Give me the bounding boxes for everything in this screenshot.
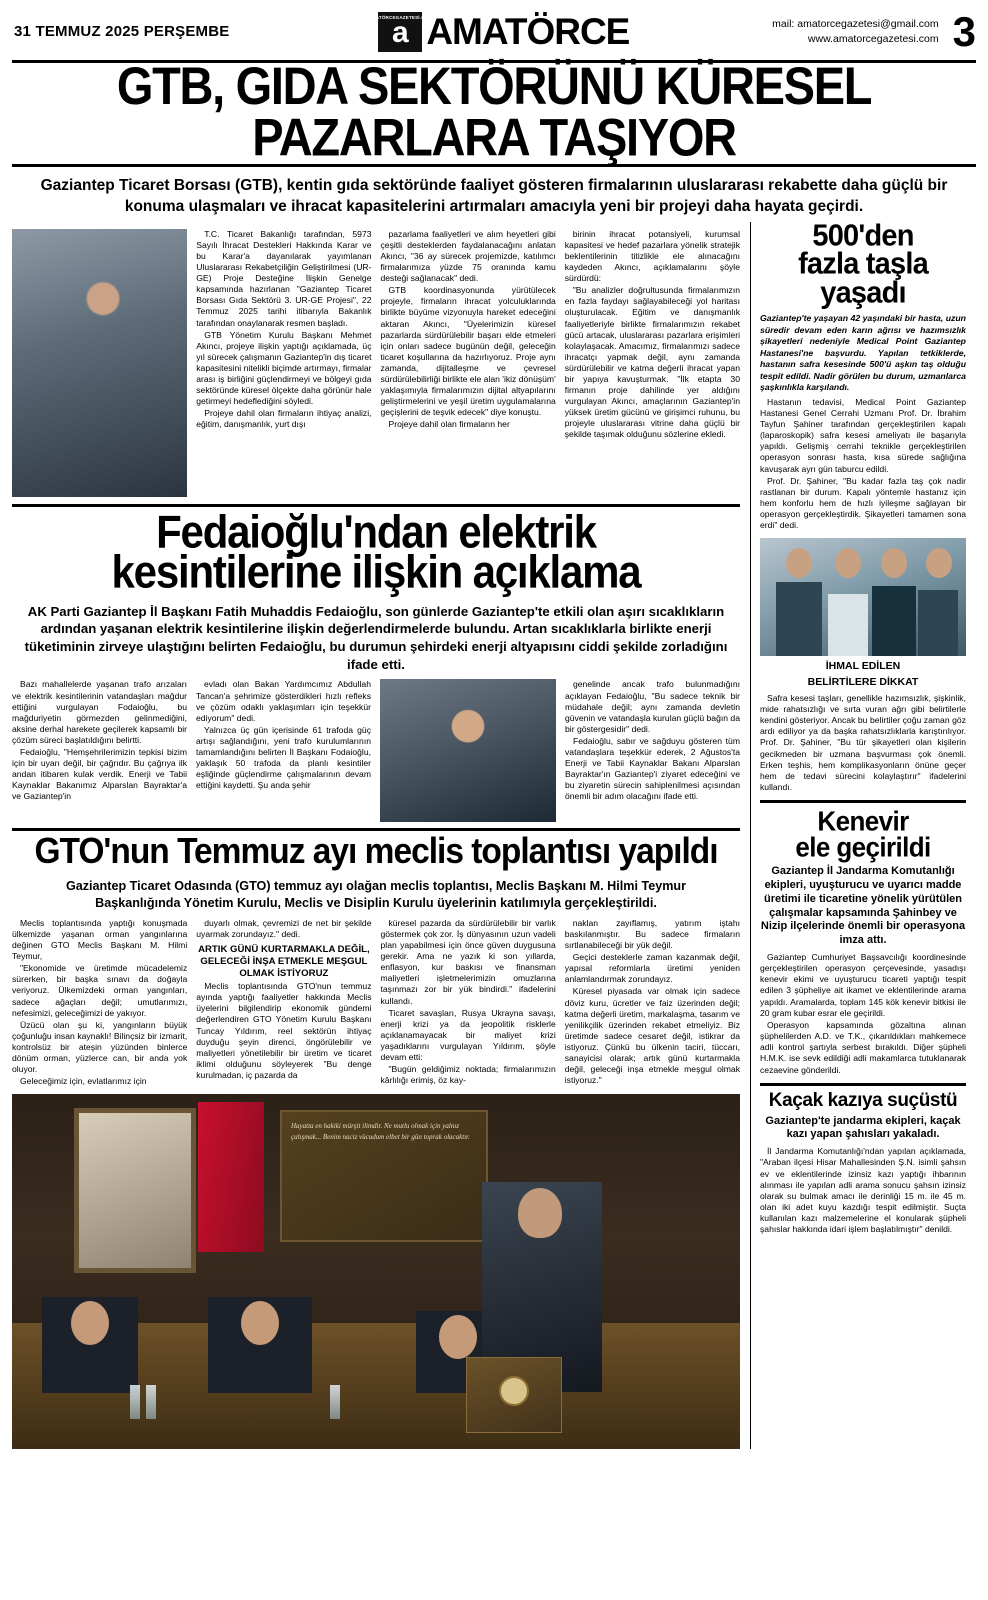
face xyxy=(926,548,952,578)
main-column xyxy=(12,222,740,1449)
rail-body-1 xyxy=(760,397,966,532)
story-gto-column-2 xyxy=(196,918,371,1088)
paragraph: GTB koordinasyonunda yürütülecek projeyle, firmaların ihracat yolculuklarında birlikte büyüme vizyonuyla hareket edeceğini aktaran Akıncı, "Üyelerimizin küresel pazarlarda sürdürülebilir başarı elde etmeleri için onları sadece bugünün değil, geleceğin ticaret koşullarına da hazırlıyoruz. Proje aynı zamanda, dijitalleşme ve çevresel sürdürülebilirliği birlikte ele alan 'ikiz dönüşüm' yaklaşımıyla firmalarımızın dijital altyapılarını geliştirmelerini ve yeşil üretim uygulamalarına geçişlerini de teşvik edecek" diye konuştu. xyxy=(380,285,556,418)
chamber-seal-icon xyxy=(499,1376,529,1406)
publication-date: 31 TEMMUZ 2025 PERŞEMBE xyxy=(14,23,230,40)
rail-headline-line2: fazla taşla xyxy=(798,247,928,282)
paragraph: Operasyon kapsamında gözaltına alınan şüphelilerden A.D. ve T.K., çıkarıldıkları mahkemece adli kontrol şartıyla serbest bırakıldı. Diğer şüpheli H.M.K. ise sevk edildiği adli makamlarca tutuklanarak cezaevine gönderildi. xyxy=(760,1019,966,1075)
contact-info xyxy=(772,17,944,47)
rail2-lead: Gaziantep İl Jandarma Komutanlığı ekipleri, uyuşturucu ve uyarıcı madde üretimi ile ticaretine yönelik yürütülen çalışmalar kapsamında Şahinbey ve Nizip ilçelerinde önemli bir operasyona imza attı. xyxy=(760,865,966,947)
logo-badge-url: AMATÖRCEGAZETESİ.COM xyxy=(368,15,433,21)
paragraph: Fedaioğlu, sabır ve sağduyu gösteren tüm vatandaşlara teşekkür ederek, 2 Ağustos'ta Enerji ve Tabii Kaynaklar Bakanı Alparslan Bayraktar'ın Gaziantep'i ziyaret edeceğini ve bu ziyaretin sürecin sahiplenilmesi açısından önemli bir adım olacağını ifade etti. xyxy=(565,735,740,802)
rail-divider xyxy=(760,1083,966,1086)
face xyxy=(439,1315,477,1359)
paragraph: Meclis toplantısında yaptığı konuşmada ülkemizde yaşanan orman yangınlarına değinen GTO Meclis Başkanı M. Hilmi Teymur, xyxy=(12,917,188,962)
water-bottle xyxy=(146,1385,156,1419)
story-gto-column-4 xyxy=(565,918,740,1088)
story-gto-subheading: ARTIK GÜNÜ KURTARMAKLA DEĞİL, GELECEĞİ İNŞA ETMEKLE MEŞGUL OLMAK İSTİYORUZ xyxy=(198,944,370,979)
lead-headline: GTB, GIDA SEKTÖRÜNÜ KÜRESEL PAZARLARA TAŞIYOR xyxy=(116,55,872,167)
story-gtb-column-1 xyxy=(196,229,371,497)
paragraph: Küresel piyasada var olmak için sadece döviz kuru, ücretler ve faiz üzerinden değil; katma değerli üretim, markalaşma, tasarım ve yenilikçilik üzerinden rekabet etmeliyiz. Biz üretimde sadece cesaret değil, istikrar da istiyoruz. Çünkü bu ülkenin taciri, tüccarı, sanayicisi olarak; artık günü kurtarmakla değil, geleceği inşa etmekle meşgul olmak istiyoruz." xyxy=(564,986,740,1086)
paragraph: Üzücü olan şu ki, yangınların büyük çoğunluğu insan kaynaklı! Bilinçsiz bir izmarit, kontrolsüz bir ateşin yüzünden binlerce dönüm orman, yüzlerce can, bir anda yok oluyor. xyxy=(12,1019,188,1074)
story-fedaioglu-photo-cell xyxy=(380,679,556,822)
rail-body-2 xyxy=(760,693,966,794)
rail3-lead: Gaziantep'te jandarma ekipleri, kaçak kazı yapan şahısları yakaladı. xyxy=(765,1114,961,1141)
podium xyxy=(466,1357,562,1433)
story-gtb xyxy=(12,222,740,497)
paragraph: birinin ihracat potansiyeli, kurumsal kapasitesi ve hedef pazarlara yönelik stratejik beklentilerinin titizlikle ele alınacağını kaydeden Akıncı, açıklamalarını şöyle sürdürdü: xyxy=(564,228,740,284)
person xyxy=(918,590,958,656)
paragraph: Geleceğimiz için, evlatlarımız için xyxy=(20,1076,147,1087)
logo-badge-letter: a xyxy=(391,15,409,49)
paragraph: Fedaioğlu, "Hemşehrilerimizin tepkisi bizim için bir uyarı değil, bir çağrıdır. Bu çağrıya ilk andan itibaren kulak verdik. Enerji ve Tabii Kaynaklar Bakanımız Alparslan Bayraktar'a ve Gaziantep'in xyxy=(12,746,187,802)
paragraph: duyarlı olmak, çevremizi de net bir şekilde uyarmak zorundayız." dedi. xyxy=(196,917,372,940)
paragraph: pazarlama faaliyetleri ve alım heyetleri gibi çeşitli desteklerden faydalanacağını anlatan Akıncı, "36 ay sürecek projemizde, katılımcı firmalarımıza yüzde 75 oranında kamu desteği sağlanacak" dedi. xyxy=(380,228,556,284)
paragraph: genelinde ancak trafo bulunmadığını açıklayan Fedaioğlu, "Bu sadece teknik bir müdahale değil; aynı zamanda devletin güvenin ve vatandaşla kurulan güçlü bağın da bir göstergesidir" dedi. xyxy=(565,679,740,734)
story-fedaioglu-columns xyxy=(12,679,740,822)
paragraph: evladı olan Bakan Yardımcımız Abdullah Tancan'a şehrimize gösterdikleri hızlı refleks ve çözüm odaklı yaklaşımları için teşekkür ediyorum" dedi. xyxy=(196,679,371,723)
lead-banner xyxy=(12,55,976,167)
water-bottle xyxy=(330,1385,340,1419)
story-fedaioglu-column-2 xyxy=(196,679,371,822)
face xyxy=(881,548,907,578)
rail-headline-line1: 500'den xyxy=(812,218,914,253)
rail-subheading-line2: BELİRTİLERE DİKKAT xyxy=(807,676,919,689)
story-fedaioglu-column-1 xyxy=(12,679,187,822)
story-gto xyxy=(12,828,740,1449)
story-gto-column-3 xyxy=(381,918,556,1088)
paragraph: "Bugün geldiğimiz noktada; firmalarımızın kârlılığı erimiş, öz kay- xyxy=(380,1063,556,1086)
rail-story-gallstones xyxy=(760,218,966,793)
rail-story-cannabis xyxy=(760,805,966,1075)
paragraph: Bazı mahallelerde yaşanan trafo arızaları ve elektrik kesintilerinin vatandaşları mağdur ettiğini vurgulayan Fodaioğlu, bu mağduriyetin görmezden gelinmediğini, aksine derhal harekete geçilerek kapsamlı bir çözüm süreci başlatıldığını belirtti. xyxy=(12,679,187,745)
paragraph: Projeye dahil olan firmaların ihtiyaç analizi, eğitim, danışmanlık, yurt dışı xyxy=(196,408,372,430)
rail3-headline: Kaçak kazıya suçüstü xyxy=(768,1089,958,1111)
paragraph: Meclis toplantısında GTO'nun temmuz ayında yaptığı faaliyetler hakkında Meclis üyelerini bilgilendirip ekonomik gündemi değerlendiren GTO Yönetim Kurulu Başkanı Tuncay Yıldırım, reel sektörün ihtiyaç duyduğu şeyin direnci, öngörülebilir ve maliyetleri yönetilebilir bir üretim ve ticaret iklimi olduğunu söyleyerek "Bu denge kurulmadan, iç pazarda da xyxy=(196,981,372,1080)
lead-subhead: Gaziantep Ticaret Borsası (GTB), kentin gıda sektöründe faaliyet gösteren firmalarının uluslararası rekabette daha güçlü bir konuma ulaşmaları ve ihracat kapasitelerini artırmaları amacıyla yeni bir projeyi daha hayata geçirdi. xyxy=(40,177,948,216)
ataturk-portrait xyxy=(74,1108,196,1273)
rail2-headline-line1: Kenevir xyxy=(817,805,909,838)
hospital-photo xyxy=(760,538,966,656)
paragraph: GTB Yönetim Kurulu Başkanı Mehmet Akıncı, projeye ilişkin yaptığı açıklamada, üç yıl sürecek çalışmanın Gaziantep'in dış ticaret kapasitesini nitelikli biçimde artırmayı, firmalar arası iş birliğini güçlendirmeyi ve bölgeyi gıda sektöründe küresel ölçekte daha görünür hale getirmeyi hedeflediğini söyledi. xyxy=(196,329,372,407)
wall-inscription-text: Hayatta en hakiki mürşit ilimdir. Ne mutlu olmak için yalnız çalışmak... Benim naciz vücudum elbet bir gün toprak olacaktır. xyxy=(291,1122,470,1141)
rail-story-illegal-dig xyxy=(760,1091,966,1236)
face xyxy=(786,548,812,578)
rail2-headline-line2: ele geçirildi xyxy=(795,831,931,864)
rail-subheading-line1: İHMAL EDİLEN xyxy=(825,659,901,672)
story-gto-columns xyxy=(12,918,740,1088)
story-fedaioglu-headline-line2: kesintilerine ilişkin açıklama xyxy=(111,545,641,598)
masthead-contact-block xyxy=(772,8,976,56)
person xyxy=(828,594,868,656)
right-rail xyxy=(750,218,966,1449)
paragraph: Safra kesesi taşları, genellikle hazımsızlık, şişkinlik, mide rahatsızlığı ve sırta vuran ağrı gibi belirtilerle kendini gösteriyor. Ancak bu belirtiler çoğu zaman göz ardı ediliyor ya da başka rahatsızlıklarla karıştırılıyor. Prof. Dr. Şahiner, "Bu tür şikayetleri olan kişilerin gecikmeden bir uzmana başvurması çok önemli. Erken teşhis, hem komplikasyonların önüne geçer hem de tedavi sürecini kolaylaştırır" ifadelerini kullandı. xyxy=(760,692,966,793)
seated-member xyxy=(42,1297,138,1393)
rail-lead-paragraph: Gaziantep'te yaşayan 42 yaşındaki bir hasta, uzun süredir devam eden karın ağrısı ve hazımsızlık şikayetleri nedeniyle Medical Point Gaziantep Hastanesi'ne başvurdu. Yapılan tetkiklerde, hastanın safra kesesinde 500'ü aşkın taş olduğu tespit edildi. Nadir görülen bu durum, uzmanlarca şaşkınlıkla karşılandı. xyxy=(760,313,966,393)
story-gtb-column-2 xyxy=(381,229,556,497)
face xyxy=(518,1188,562,1238)
paragraph: naklan zayıflamış, yatırım iştahı baskılanmıştır. Bu sadece firmaların sırtlanabileceği bir yük değil. xyxy=(564,917,740,951)
person xyxy=(776,582,822,656)
gto-assembly-photo xyxy=(12,1094,740,1449)
logo-wordmark: AMATÖRCE xyxy=(426,11,630,52)
paragraph: Hastanın tedavisi, Medical Point Gaziantep Hastanesi Genel Cerrahi Uzmanı Prof. Dr. İbrahim Tayfun Şahiner tarafından gerçekleştirilen kapalı (laparoskopik) safra kesesi ameliyatı ile başarıyla yapıldı. Gelişmiş cerrahi teknikle gerçekleştirilen operasyon sonrası hasta, kısa sürede sağlığına kavuşarak ayrı gün taburcu edildi. xyxy=(760,396,966,474)
rail3-body xyxy=(760,1146,966,1235)
logo-badge xyxy=(368,12,433,52)
story-fedaioglu xyxy=(12,504,740,823)
wall-inscription-panel xyxy=(280,1110,488,1242)
seated-member xyxy=(208,1297,312,1393)
story-fedaioglu-subhead: AK Parti Gaziantep İl Başkanı Fatih Muhaddis Fedaioğlu, son günlerde Gaziantep'te etkili olan aşırı sıcaklıkların ardından yaşanan elektrik kesintilerine ilişkin değerlendirmelerde bulundu. Artan sıcaklıklarla birlikte enerji tüketiminin zirveye ulaştığını belirten Fedaioğlu, bu durumun şehirdeki enerji altyapısını ciddi şekilde zorladığını ifade etti. xyxy=(24,603,728,672)
face xyxy=(241,1301,279,1345)
contact-website: www.amatorcegazetesi.com xyxy=(807,33,939,45)
story-fedaioglu-headline-line1: Fedaioğlu'ndan elektrik xyxy=(156,505,596,558)
story-gto-subhead: Gaziantep Ticaret Odasında (GTO) temmuz ayı olağan meclis toplantısı, Meclis Başkanı M. Hilmi Teymur Başkanlığında Yönetim Kurulu, Meclis ve Disiplin Kurulu üyelerinin katılımıyla gerçekleştirildi. xyxy=(65,878,687,910)
paragraph: Prof. Dr. Şahiner, "Bu kadar fazla taş çok nadir rastlanan bir durum. Kapalı yöntemle hastanız için hem konforlu hem de hızlı iyileşme sağlayan bir operasyon gerçekleştirdik. Şikayetleri tamamen sona erdi" dedi. xyxy=(760,475,966,531)
paragraph: "Ekonomide ve üretimde mücadelemiz sürerken, bir başka sınavı da doğayla veriyoruz. Ülkemizdeki orman yangınları, sadece ağaçları değil; umutlarımızı, nefesimizi, geleceğimizi de yakıyor. xyxy=(12,963,188,1018)
gtb-president-photo xyxy=(12,229,187,497)
turkish-flag xyxy=(198,1102,264,1252)
paragraph: "Bu analizler doğrultusunda firmalarımızın en fazla faydayı sağlayabileceği yol haritası oluşturulacak. Eğitim ve danışmanlık faaliyetleriyle birlikte firmalarımızın rekabet gücü artacak, uluslararası pazarlara erişimleri kolaylaşacak. Amacımız, firmalarımızı sadece ihracatçı yapmak değil, aynı zamanda sürdürülebilir ve katma değerli ihracat yapan bir yapıya kavuşturmak. "İlk etapta 30 firmanın proje dahilinde yer aldığını vurgulayan Akıncı, amaçlarının Gaziantep'in yüksek üretim gücünü ve girişimci ruhunu, bu projeyle uluslararası vitrine daha güçlü bir şekilde taşımak olduğunu sözlerine ekledi. xyxy=(564,285,740,440)
rail-headline-line3: yaşadı xyxy=(820,275,906,310)
fedaioglu-portrait-photo xyxy=(380,679,556,822)
story-fedaioglu-column-3 xyxy=(565,679,740,822)
person xyxy=(872,586,916,656)
paragraph: T.C. Ticaret Bakanlığı tarafından, 5973 Sayılı İhracat Destekleri Hakkında Karar ve bu Karar'a dayanılarak yayımlanan Uluslararası Rekabetçiliğin Geliştirilmesi (UR-GE) Proje Desteğine İlişkin Genelge kapsamında hazırlanan "Gaziantep Ticaret Borsası Gıda Sektörü 3. UR-GE Projesi", 22 Temmuz 2025 tarihi itibarıyla Bakanlık tarafından onaylanarak resmen başladı. xyxy=(196,228,372,328)
story-gtb-column-3 xyxy=(565,229,740,497)
paragraph: küresel pazarda da sürdürülebilir bir varlık göstermek çok zor. İş dünyasının uzun vadeli plan yapabilmesi için önce güven duygusuna gerekir. Ama ne yazık ki son yıllarda, enflasyon, kur baskısı ve finansman maliyetleri işletmelerimizin omuzlarına taşınmazı zor bir yük bindirdi." ifadelerini kullandı. xyxy=(380,917,556,1006)
paragraph: İl Jandarma Komutanlığı'ndan yapılan açıklamada, "Araban ilçesi Hisar Mahallesinden Ş.N. isimli şahsın ev ve eklentilerinde izinsiz kazı yaptığı ihbarının alınması ile yapılan adli arama sonucu şahsın izinsiz olarak su bulmak amacı ile derinliği 15 m. ile 45 m. olan iki adet kuyu kazdığı tespit edilmiştir. Suçta kullanılan kazı malzemelerine el konularak şüpheli şahıslar hakkında idari işlem başlatılmıştır" denildi. xyxy=(760,1146,966,1235)
face xyxy=(71,1301,109,1345)
page-body xyxy=(12,218,976,1449)
water-bottle xyxy=(130,1385,140,1419)
paragraph: Geçici desteklerle zaman kazanmak değil, yapısal reformlarla üretimi yeniden anlamlandırmak zorundayız. xyxy=(564,952,740,985)
newspaper-logo xyxy=(368,11,630,53)
rail-divider xyxy=(760,800,966,803)
paragraph: Gaziantep Cumhuriyet Başsavcılığı koordinesinde gerçekleştirilen operasyon çerçevesinde, yasadışı kenevir ekimi ve uyuşturucu ticareti yaptığı tespit edilen 3 şüpheliye ait ikamet ve eklentilerinde arama yapıldı. Aramalarda, toplam 145 kök kenevir bitkisi ile 20 gram kubar esrar ele geçirildi. xyxy=(760,951,966,1018)
paragraph: Ticaret savaşları, Rusya Ukrayna savaşı, enerji krizi ya da jeopolitik risklerle açıklanamayacak bir maliyet krizi yaşadıklarını vurgulayan Yıldırım, şöyle devam etti: xyxy=(380,1007,556,1062)
face xyxy=(835,548,861,578)
story-gto-column-1 xyxy=(12,918,187,1088)
story-gto-headline: GTO'nun Temmuz ayı meclis toplantısı yapıldı xyxy=(34,831,718,872)
rail2-body xyxy=(760,952,966,1076)
paragraph: Yalnızca üç gün içerisinde 61 trafoda güç artışı sağlandığını, yeni trafo kurulumlarının tamamlandığını belirten İl Başkanı Fodaioğlu, yaklaşık 50 trafoda da planlı kesintiler eşliğinde güçlendirme çalışmalarının devam ettiğini kaydetti. Şu anda şehir xyxy=(196,724,371,791)
paragraph: Projeye dahil olan firmaların her xyxy=(388,419,510,430)
masthead xyxy=(12,0,976,58)
page-number: 3 xyxy=(952,8,976,56)
contact-email: mail: amatorcegazetesi@gmail.com xyxy=(772,17,939,30)
